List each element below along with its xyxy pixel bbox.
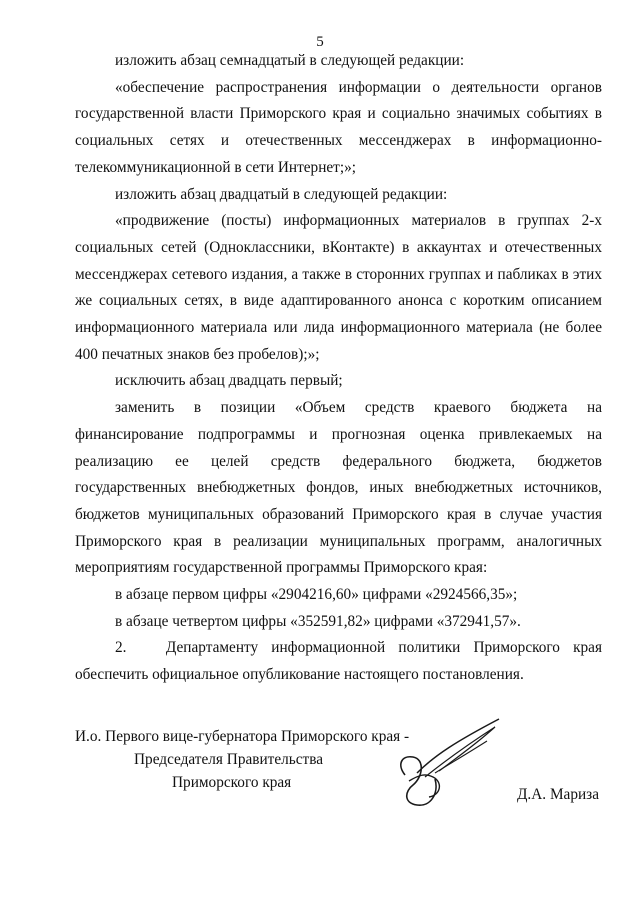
paragraph-2: «обеспечение распространения информации о деятельности органов государственной власти Приморского края и социально значимых событиях в социальных сетях и отечественных мессенджерах в информационно-телекоммуникационной в сети Интернет;»; xyxy=(75,78,602,176)
paragraph-6: заменить в позиции «Объем средств краевого бюджета на финансирование подпрограммы и прогнозная оценка привлекаемых на реализацию ее целей средств федерального бюджета, бюджетов государственных внебюджетных фондов, иных внебюджетных источников, бюджетов муниципальных образований Приморского края в случае участия Приморского края в реализации муниципальных программ, аналогичных мероприятиям государственной программы Приморского края: xyxy=(75,399,602,577)
signer-title-line-3: Приморского края xyxy=(172,774,292,791)
document-body xyxy=(75,48,602,689)
signer-title-line-2: Председателя Правительства xyxy=(134,751,324,768)
paragraph-8: в абзаце четвертом цифры «352591,82» цифрами «372941,57». xyxy=(115,612,521,630)
paragraph-7: в абзаце первом цифры «2904216,60» цифрами «2924566,35»; xyxy=(115,586,518,604)
handwritten-signature xyxy=(395,715,505,813)
paragraph-4: «продвижение (посты) информационных материалов в группах 2-х социальных сетей (Одноклассники, вКонтакте) в аккаунтах и отечественных мессенджерах сетевого издания, а также в сторонних группах и пабликах в этих же социальных сетях, в виде адаптированного анонса с коротким описанием информационного материала или лида информационного материала (не более 400 печатных знаков без пробелов);»; xyxy=(75,212,602,363)
paragraph-3: изложить абзац двадцатый в следующей редакции: xyxy=(115,185,448,203)
signer-title-line-1: И.о. Первого вице-губернатора Приморского края - xyxy=(75,728,410,745)
page-number: 5 xyxy=(316,34,324,50)
paragraph-9: 2. Департаменту информационной политики Приморского края обеспечить официальное опубликование настоящего постановления. xyxy=(75,639,602,684)
signature-block xyxy=(75,725,602,825)
signer-name: Д.А. Мариза xyxy=(517,786,600,803)
paragraph-5: исключить абзац двадцать первый; xyxy=(115,372,343,390)
paragraph-1: изложить абзац семнадцатый в следующей редакции: xyxy=(115,52,465,69)
